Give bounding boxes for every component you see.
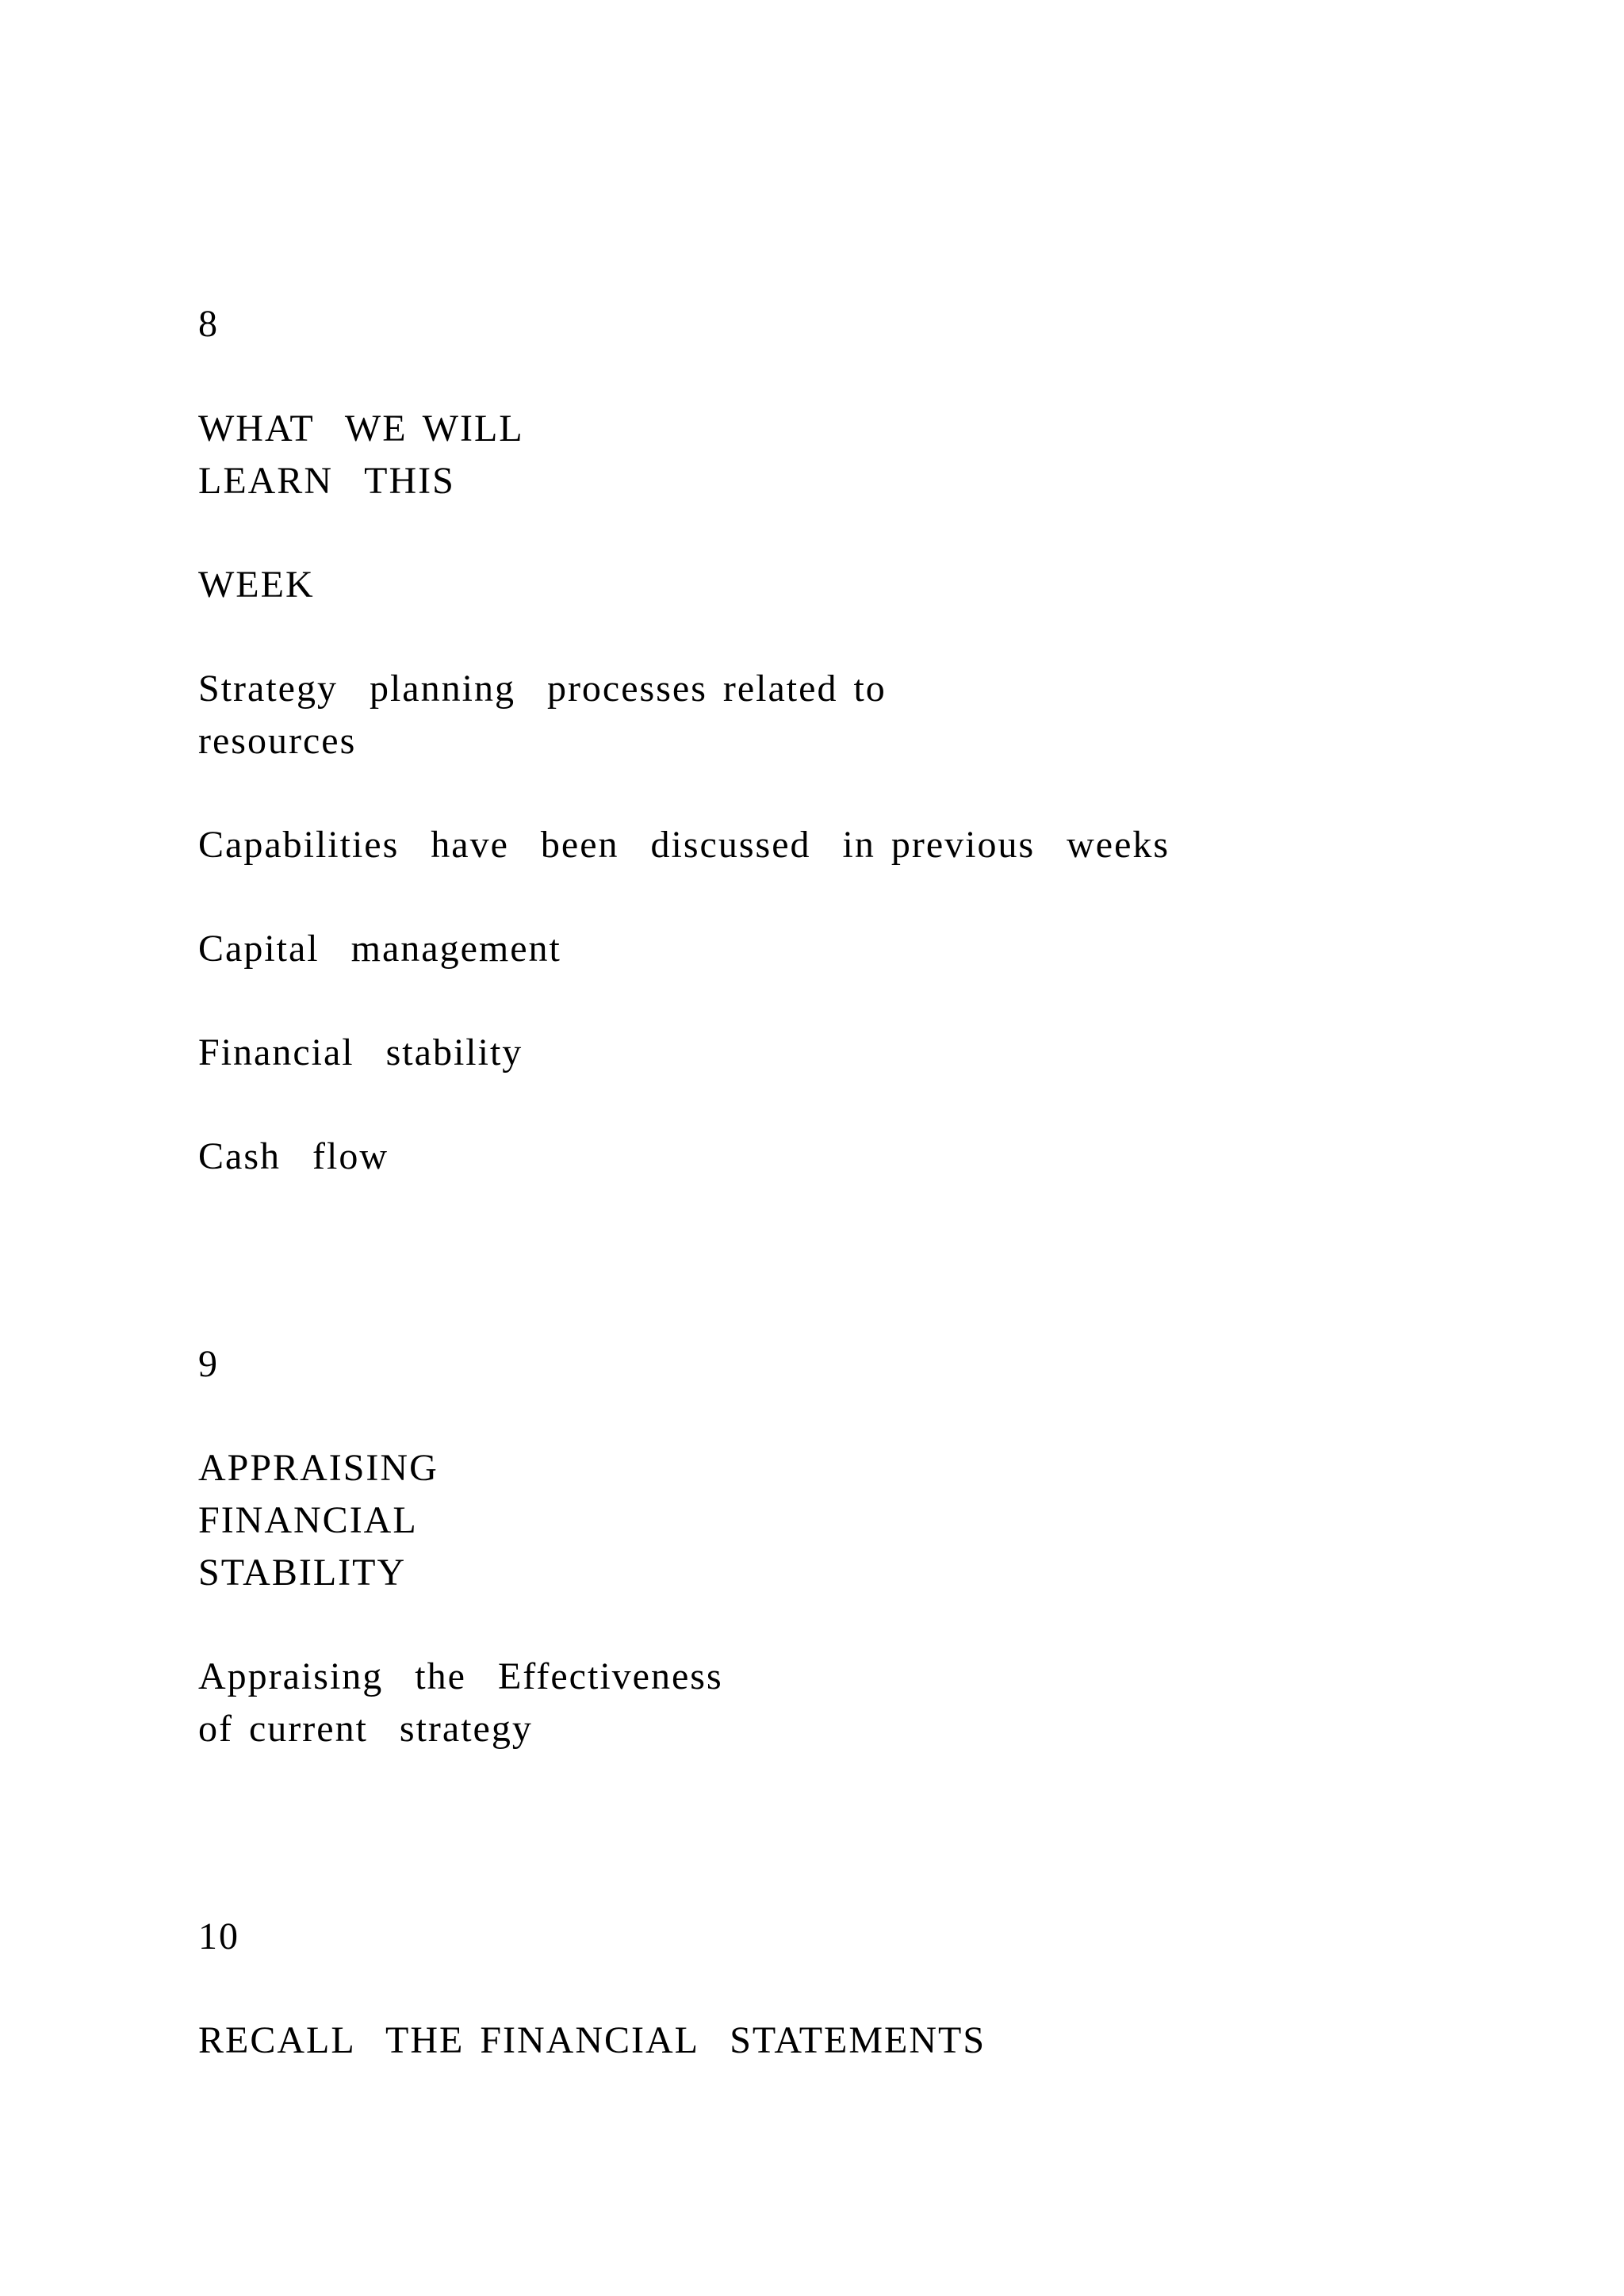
section-title-line: APPRAISING xyxy=(198,1447,439,1489)
slide-number: 10 xyxy=(198,1915,239,1957)
body-text-line: Strategy planning processes related to xyxy=(198,668,887,710)
body-text-line: of current strategy xyxy=(198,1708,533,1750)
section-title-line: STABILITY xyxy=(198,1552,407,1594)
section-title-line: WEEK xyxy=(198,564,315,606)
section-title-line: WHAT WE WILL xyxy=(198,408,524,450)
body-text-line: Capabilities have been discussed in previous weeks xyxy=(198,824,1170,866)
section-title-line: LEARN THIS xyxy=(198,460,455,502)
body-text-line: Cash flow xyxy=(198,1135,389,1177)
section-title-line: RECALL THE FINANCIAL STATEMENTS xyxy=(198,2019,986,2061)
section-title-line: FINANCIAL xyxy=(198,1499,418,1541)
body-text-line: Appraising the Effectiveness xyxy=(198,1655,723,1697)
slide-number: 9 xyxy=(198,1343,219,1385)
body-text-line: resources xyxy=(198,720,357,762)
body-text-line: Financial stability xyxy=(198,1031,523,1073)
slide-number: 8 xyxy=(198,303,219,345)
body-text-line: Capital management xyxy=(198,928,561,970)
